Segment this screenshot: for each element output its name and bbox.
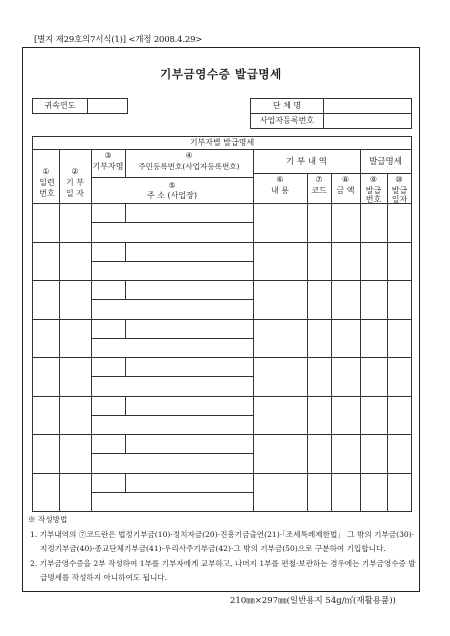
col-amount-label: 금 액 [336, 186, 355, 195]
col-issue-no-num: ⑨ [369, 175, 378, 184]
table-row[interactable] [33, 396, 411, 435]
col-id-label: 주민등록번호(사업자등록번호) [138, 162, 240, 171]
bizno-label: 사업자등록번호 [259, 116, 315, 125]
instructions [28, 513, 418, 586]
col-code-label: 코드 [311, 186, 327, 195]
col-date-label: 기 부 일 자 [66, 178, 84, 198]
paper-spec: 210㎜×297㎜(일반용지 54g/㎡(재활용품)) [230, 596, 396, 606]
donation-table [32, 136, 412, 512]
year-label: 귀속연도 [44, 101, 76, 110]
instructions-heading: ※ 작성방법 [28, 515, 68, 524]
table-row[interactable] [33, 319, 411, 358]
org-name-label: 단 체 명 [272, 101, 302, 110]
section-donor-title: 기부자별 발급명세 [189, 138, 255, 147]
col-address-num: ⑤ [168, 181, 176, 190]
col-issue-date-num: ⑩ [395, 175, 403, 184]
table-row[interactable] [33, 203, 411, 242]
col-code-num: ⑦ [315, 175, 323, 184]
section-issue-title: 발급명세 [369, 157, 402, 167]
table-row[interactable] [33, 434, 411, 473]
col-amount-num: ⑧ [341, 175, 350, 184]
instruction-item-1: 1. 기부내역의 ⑦코드란은 법정기부금(10)·정치자금(20)·진흥기금출연(21)·「조세특례제한법」 그 밖의 기부금(30)·지정기부금(40)·종교단체기부금(41)·우리사주기부금(42)·그 밖의 기부금(50)으로 구분하여 기입합니다. [30, 529, 415, 553]
instruction-item-2: 2. 기부금영수증을 2부 작성하여 1부를 기부자에게 교부하고, 나머지 1부를 편철·보관하는 경우에는 기부금영수증 발급명세를 작성하지 아니하여도 됩니다. [30, 558, 416, 582]
col-issue-date-label: 발급일자 [391, 186, 408, 204]
col-serial-label: 일련번호 [39, 178, 55, 198]
col-serial-num: ① [42, 167, 50, 176]
col-content-num: ⑥ [276, 175, 284, 184]
col-donor-num: ③ [104, 151, 112, 160]
table-row[interactable] [33, 357, 411, 396]
section-detail-title: 기 부 내 역 [286, 157, 327, 167]
org-name-input[interactable] [323, 99, 411, 112]
form-header: [별지 제29호의7서식(1)] <개정 2008.4.29> [34, 35, 203, 45]
table-row[interactable] [33, 280, 411, 319]
year-input[interactable] [87, 99, 127, 113]
col-address-label: 주 소 (사업장) [147, 191, 197, 200]
table-row[interactable] [33, 242, 411, 281]
col-issue-no-label: 발급번호 [365, 186, 382, 204]
col-date-num: ② [71, 167, 79, 176]
col-id-num: ④ [185, 151, 193, 160]
col-donor-label: 기부자명 [92, 162, 124, 171]
col-content-label: 내 용 [271, 186, 289, 195]
table-row[interactable] [33, 473, 411, 512]
bizno-input[interactable] [323, 113, 411, 128]
form-title: 기부금영수증 발급명세 [160, 67, 282, 81]
